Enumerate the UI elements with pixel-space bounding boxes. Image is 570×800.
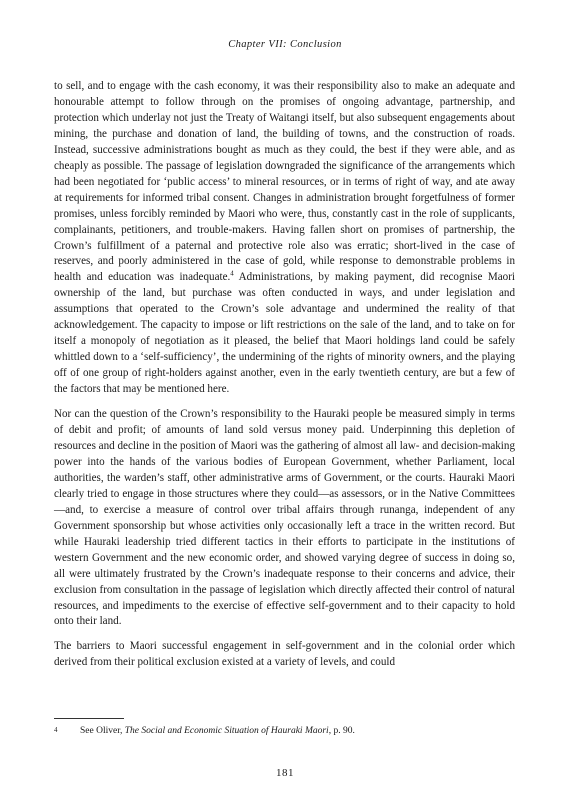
body-text <box>54 79 515 671</box>
footnote <box>54 725 515 737</box>
footnote-number: 4 <box>54 726 58 734</box>
page-number: 181 <box>276 767 294 779</box>
paragraph-1-text-a: to sell, and to engage with the cash economy, it was their responsibility also to make an adequate and honourable attempt to follow through on the promises of ongoing advantage, partnership, and protection which underlay not just the Treaty of Waitangi itself, but also subsequent engagements about mining, the purchase and donation of land, the building of towns, and the construction of roads. Instead, successive administrations bought as much as they could, the best if they were able, and as cheaply as possible. The passage of legislation downgraded the significance of the arrangements which had been negotiated for ‘public access’ to mineral resources, or in terms of right of way, and ate away at requirements for informed tribal consent. Changes in administration brought forgetfulness of former promises, unless forcibly reminded by Maori who were, thus, constantly cast in the role of supplicants, complainants, petitioners, and trouble-makers. Having fallen short on promises of partnership, the Crown’s fulfillment of a paternal and protective role also was erratic; short-lived in the case of reserves, and poorly administered in the case of gold, while response to demonstrable problems in health and education was inadequate. <box>54 80 515 284</box>
paragraph-2: Nor can the question of the Crown’s responsibility to the Hauraki people be measured simply in terms of debit and profit; of amounts of land sold versus money paid. Underpinning this depletion of resources and decline in the position of Maori was the gathering of almost all law- and decision-making power into the hands of the various bodies of European Government, whether Parliament, local authorities, the warden’s staff, other administrative arms of Government, or the courts. Hauraki Maori clearly tried to engage in those structures where they could—as assessors, or in the Native Committees—and, to exercise a measure of control over tribal affairs through runanga, independent of any Government sponsorship but whose activities only occasionally left a trace in the written record. But while Hauraki leadership tried different tactics in their efforts to participate in the institutions of western Government and the new economic order, and showed varying degree of success in doing so, all were ultimately frustrated by the Crown’s inadequate response to their concerns and advice, their exclusion from consultation in the passage of legislation which directly affected their control of natural resources, and impediments to the exercise of effective self-government and to their capacity to hold onto their land. <box>54 408 515 628</box>
paragraph-3: The barriers to Maori successful engagement in self-government and in the colonial order which derived from their political exclusion existed at a variety of levels, and could <box>54 640 515 669</box>
footnote-prefix: See Oliver, <box>80 726 125 736</box>
footnote-cited-title: The Social and Economic Situation of Hauraki Maori <box>124 726 329 736</box>
paragraph-1 <box>54 79 515 398</box>
footnote-divider <box>54 718 124 719</box>
paragraph-1-text-b: Administrations, by making payment, did recognise Maori ownership of the land, but purchase was often conducted in ways, and under legislation and assumptions that operated to the Crown’s sole advantage and undermined the reality of that acknowledgement. The capacity to impose or lift restrictions on the sale of the land, and to take on for itself a monopoly of negotiation as it pleased, the belief that Maori holdings land could be safely whittled down to a ‘self-sufficiency’, the undermining of the rights of minority owners, and the playing off of one group of right-holders against another, even in the early twentieth century, are but a few of the factors that may be mentioned here. <box>54 271 515 396</box>
footnote-reference: 4 <box>230 269 234 278</box>
footnote-suffix: , p. 90. <box>328 726 355 736</box>
running-head: Chapter VII: Conclusion <box>228 39 342 50</box>
